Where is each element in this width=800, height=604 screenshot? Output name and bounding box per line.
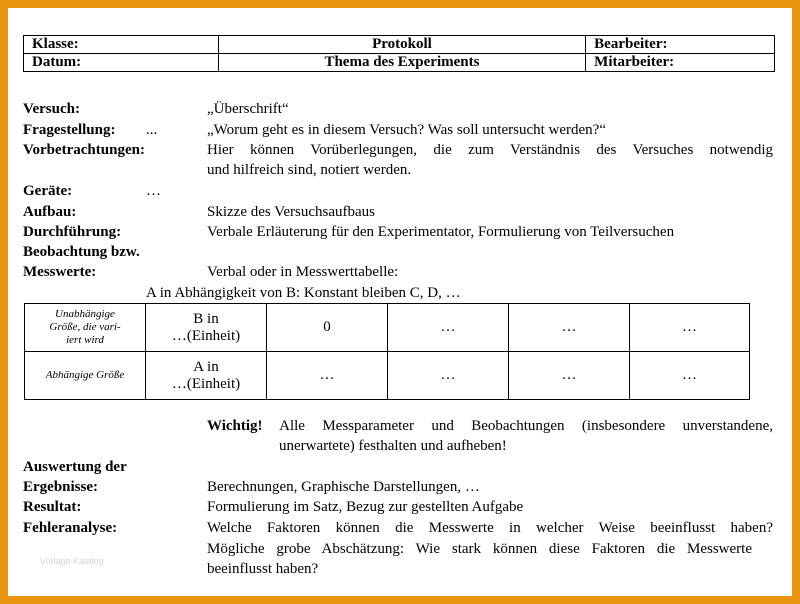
geraete-dots: …: [146, 183, 161, 199]
beobachtung-text: Verbal oder in Messwerttabelle:: [207, 264, 399, 280]
fragestellung-text: „Worum geht es in diesem Versuch? Was soll untersucht werden?“: [207, 122, 607, 138]
wichtig-line-1: Wichtig! Alle Messparameter und Beobachtungen (insbesondere unverstandene,: [207, 418, 773, 434]
header-row: [24, 36, 775, 54]
header-klasse: Klasse:: [24, 36, 219, 54]
vorbetrachtungen-text-2: und hilfreich sind, notiert werden.: [207, 162, 412, 178]
auswertung-text: Berechnungen, Graphische Darstellungen, …: [207, 479, 480, 495]
fragestellung-dots: ...: [146, 122, 158, 138]
vorbetrachtungen-label: Vorbetrachtungen:: [23, 142, 145, 158]
fehleranalyse-text-2: Mögliche grobe Abschätzung: Wie stark können diese Faktoren die Messwerte: [207, 541, 752, 557]
table-cell[interactable]: …: [630, 352, 750, 400]
header-protokoll: Protokoll: [218, 36, 585, 54]
ergebnisse-label: Ergebnisse:: [23, 479, 98, 495]
table-row: [25, 304, 750, 352]
resultat-text: Formulierung im Satz, Bezug zur gestellten Aufgabe: [207, 499, 524, 515]
header-mitarbeiter: Mitarbeiter:: [586, 54, 775, 72]
wichtig-line-2: unerwartete) festhalten und aufheben!: [279, 438, 507, 454]
table-cell[interactable]: …: [267, 352, 388, 400]
beobachtung-label: Beobachtung bzw.: [23, 244, 140, 260]
resultat-label: Resultat:: [23, 499, 82, 515]
auswertung-label: Auswertung der: [23, 459, 127, 475]
dependent-variable-label: Abhängige Größe: [25, 352, 146, 400]
table-cell[interactable]: …: [630, 304, 750, 352]
durchfuehrung-label: Durchführung:: [23, 224, 122, 240]
versuch-label: Versuch:: [23, 101, 80, 117]
independent-variable-label: Unabhängige Größe, die vari- iert wird: [25, 304, 146, 352]
header-bearbeiter: Bearbeiter:: [586, 36, 775, 54]
durchfuehrung-text: Verbale Erläuterung für den Experimentator, Formulierung von Teilversuchen: [207, 224, 675, 240]
wichtig-bold: Wichtig!: [207, 418, 263, 434]
table-cell[interactable]: …: [509, 304, 630, 352]
fehleranalyse-text-3: beeinflusst haben?: [207, 561, 319, 577]
geraete-label: Geräte:: [23, 183, 73, 199]
watermark: Vorlage Katalog: [40, 556, 104, 566]
messwerte-label: Messwerte:: [23, 264, 97, 280]
independent-unit-cell[interactable]: B in …(Einheit): [146, 304, 267, 352]
table-row: [25, 352, 750, 400]
versuch-text: „Überschrift“: [207, 101, 289, 117]
aufbau-text: Skizze des Versuchsaufbaus: [207, 204, 376, 220]
table-cell[interactable]: …: [509, 352, 630, 400]
table-cell[interactable]: …: [388, 304, 509, 352]
fragestellung-label: Fragestellung:: [23, 122, 116, 138]
aufbau-label: Aufbau:: [23, 204, 77, 220]
table-caption: A in Abhängigkeit von B: Konstant bleiben C, D, …: [146, 285, 461, 301]
header-thema: Thema des Experiments: [218, 54, 585, 72]
measurement-table: [24, 303, 750, 400]
table-cell[interactable]: …: [388, 352, 509, 400]
fehleranalyse-label: Fehleranalyse:: [23, 520, 118, 536]
header-table: [23, 35, 775, 72]
dependent-unit-cell[interactable]: A in …(Einheit): [146, 352, 267, 400]
header-datum: Datum:: [24, 54, 219, 72]
protocol-page: [8, 8, 792, 596]
table-cell[interactable]: 0: [267, 304, 388, 352]
vorbetrachtungen-text-1: Hier können Vorüberlegungen, die zum Verständnis des Versuches notwendig: [207, 142, 773, 158]
fehleranalyse-text-1: Welche Faktoren können die Messwerte in welcher Weise beeinflusst haben?: [207, 520, 773, 536]
header-row: [24, 54, 775, 72]
